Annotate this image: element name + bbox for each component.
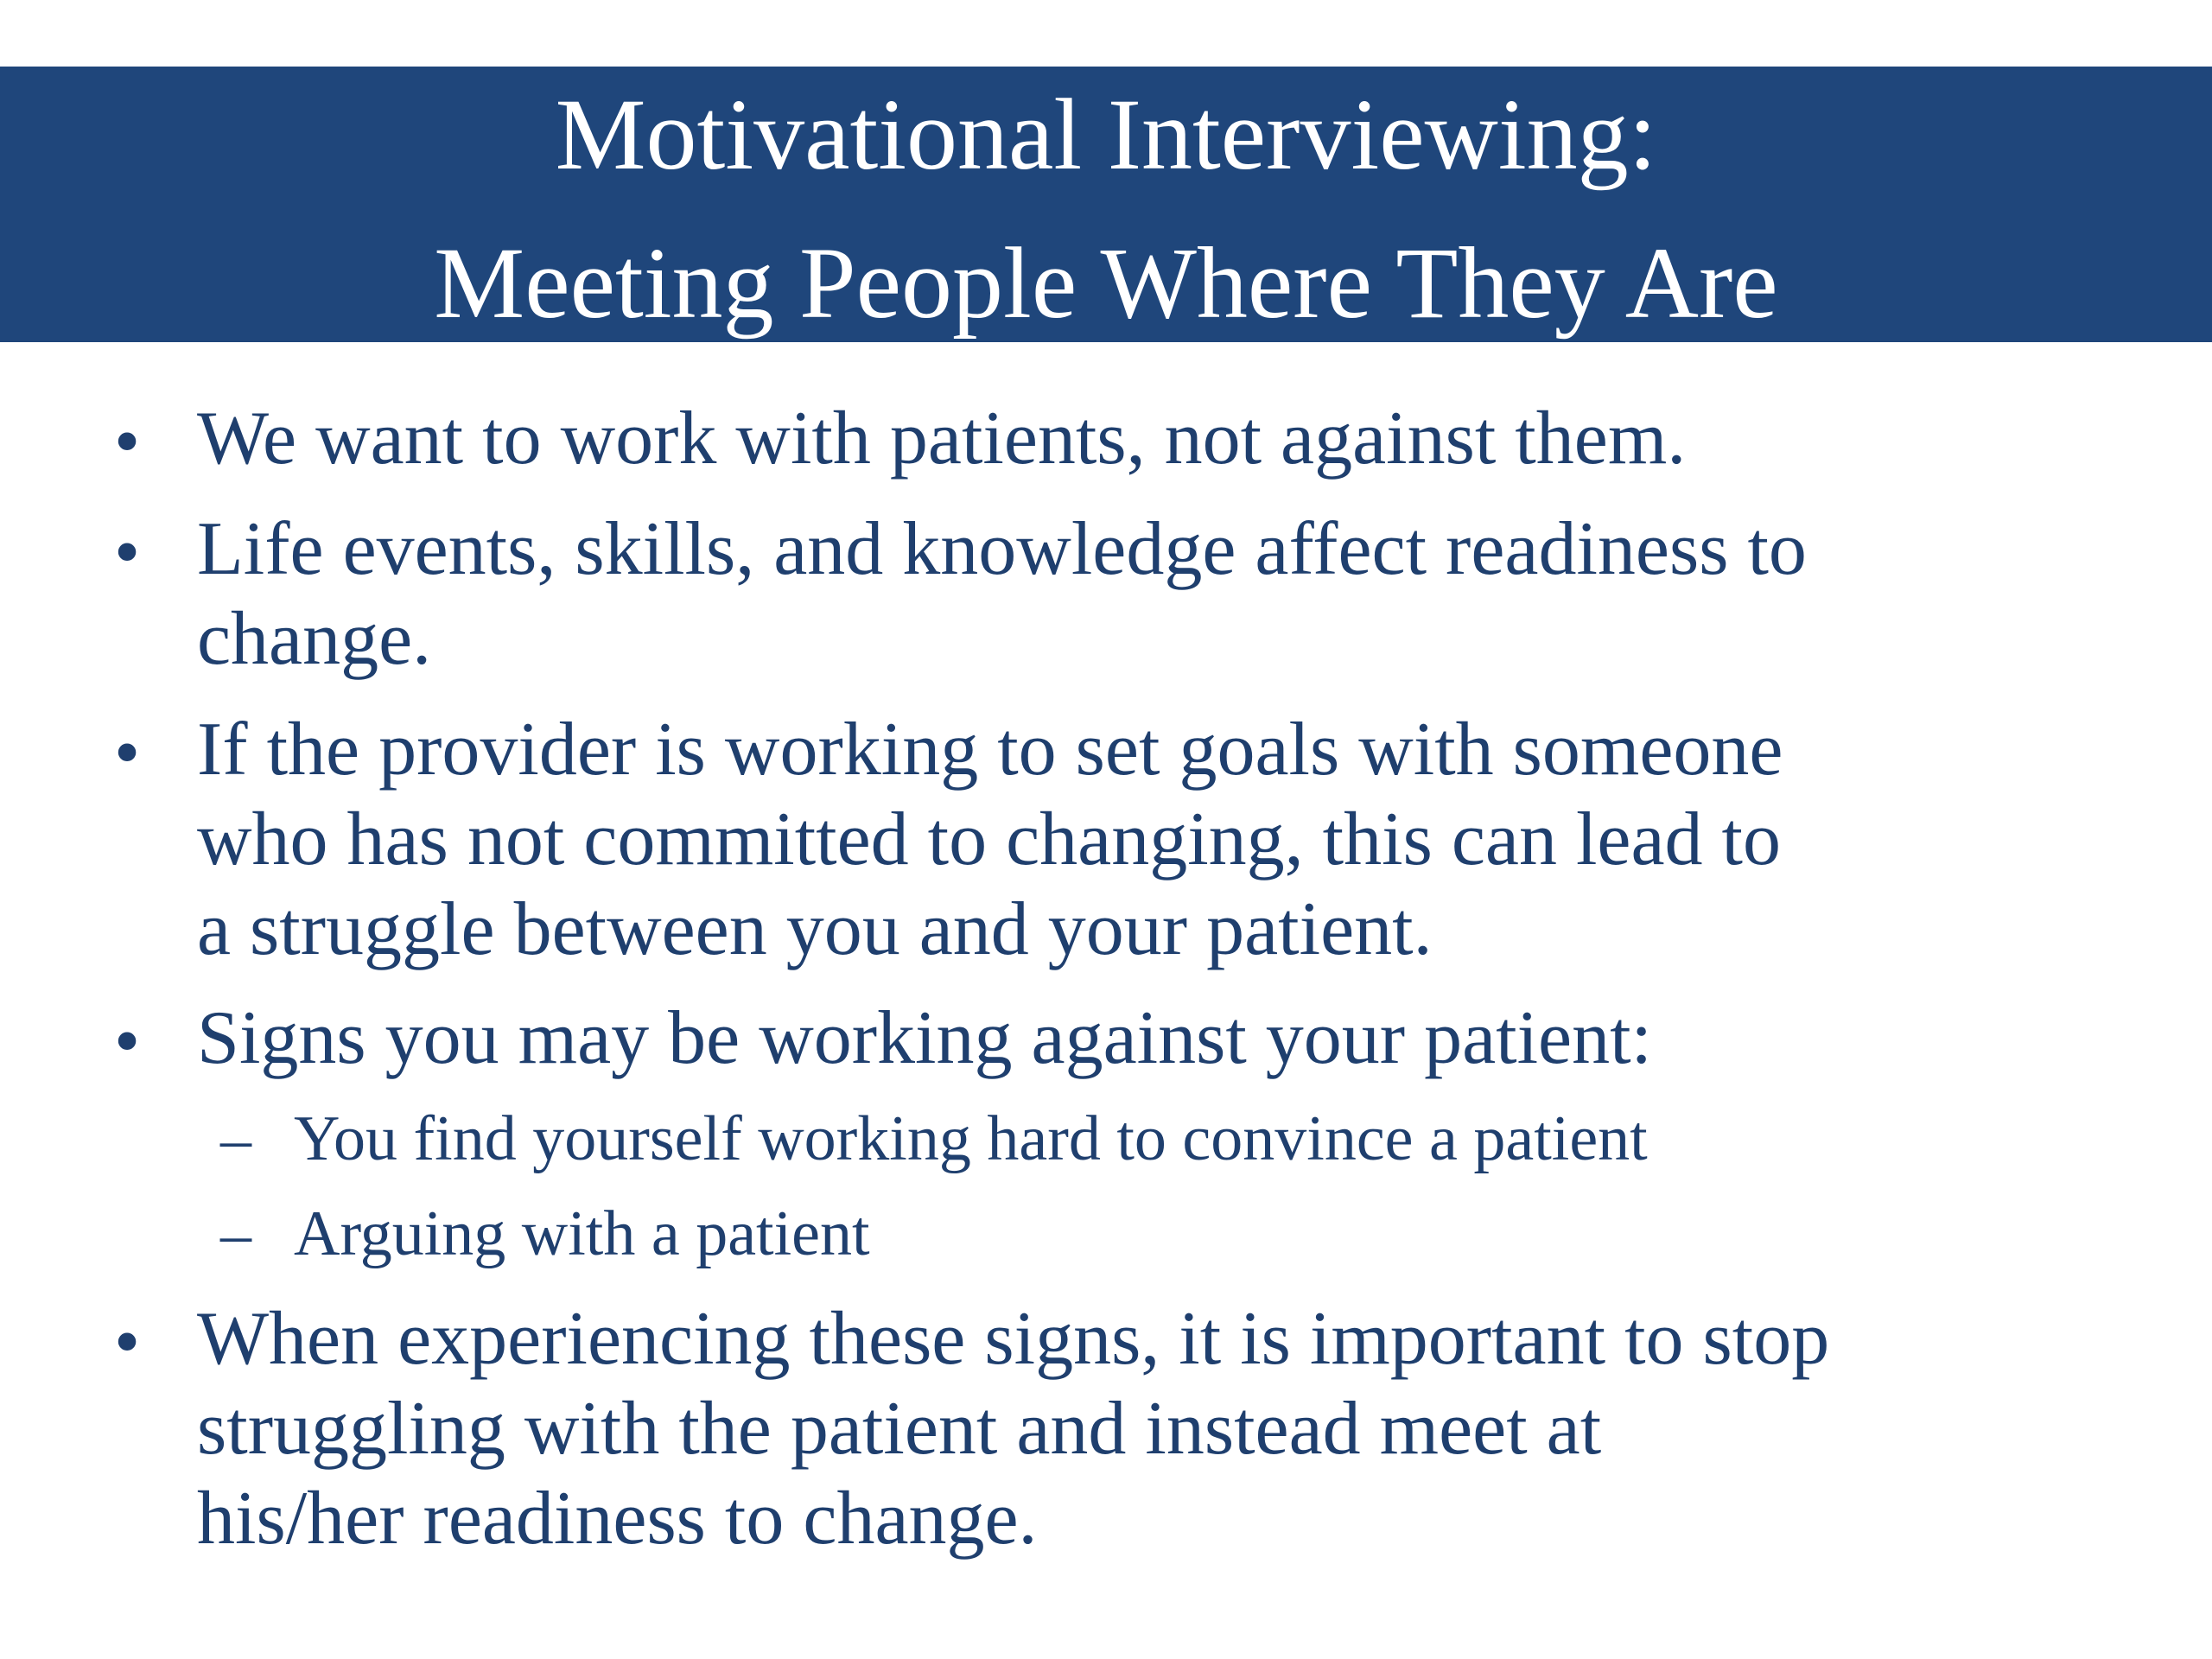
bullet-5-line-2: struggling with the patient and instead meet at bbox=[197, 1387, 1602, 1471]
bullet-marker: • bbox=[114, 999, 141, 1082]
bullet-2-line-2: change. bbox=[197, 597, 432, 681]
bullet-marker: • bbox=[114, 710, 141, 793]
bullet-5-line-3: his/her readiness to change. bbox=[197, 1477, 1038, 1560]
bullet-1-line-1: We want to work with patients, not against them. bbox=[197, 397, 1687, 480]
slide-title-line-2: Meeting People Where They Are bbox=[434, 226, 1778, 340]
sub-bullet-1: You find yourself working hard to convince a patient bbox=[294, 1103, 1648, 1174]
sub-bullet-2: Arguing with a patient bbox=[294, 1198, 870, 1269]
bullet-5-line-1: When experiencing these signs, it is important to stop bbox=[197, 1297, 1830, 1381]
bullet-marker: • bbox=[114, 399, 141, 482]
bullet-3-line-3: a struggle between you and your patient. bbox=[197, 887, 1433, 971]
sub-bullet-marker: – bbox=[220, 1104, 251, 1173]
slide-title-line-1: Motivational Interviewing: bbox=[555, 78, 1657, 191]
bullet-marker: • bbox=[114, 510, 141, 593]
bullet-3-line-1: If the provider is working to set goals with someone bbox=[197, 708, 1783, 791]
sub-bullet-marker: – bbox=[220, 1199, 251, 1268]
bullet-3-line-2: who has not committed to changing, this can lead to bbox=[197, 798, 1781, 881]
bullet-marker: • bbox=[114, 1300, 141, 1382]
bullet-2-line-1: Life events, skills, and knowledge affect readiness to bbox=[197, 507, 1807, 591]
bullet-4-line-1: Signs you may be working against your patient: bbox=[197, 996, 1652, 1080]
